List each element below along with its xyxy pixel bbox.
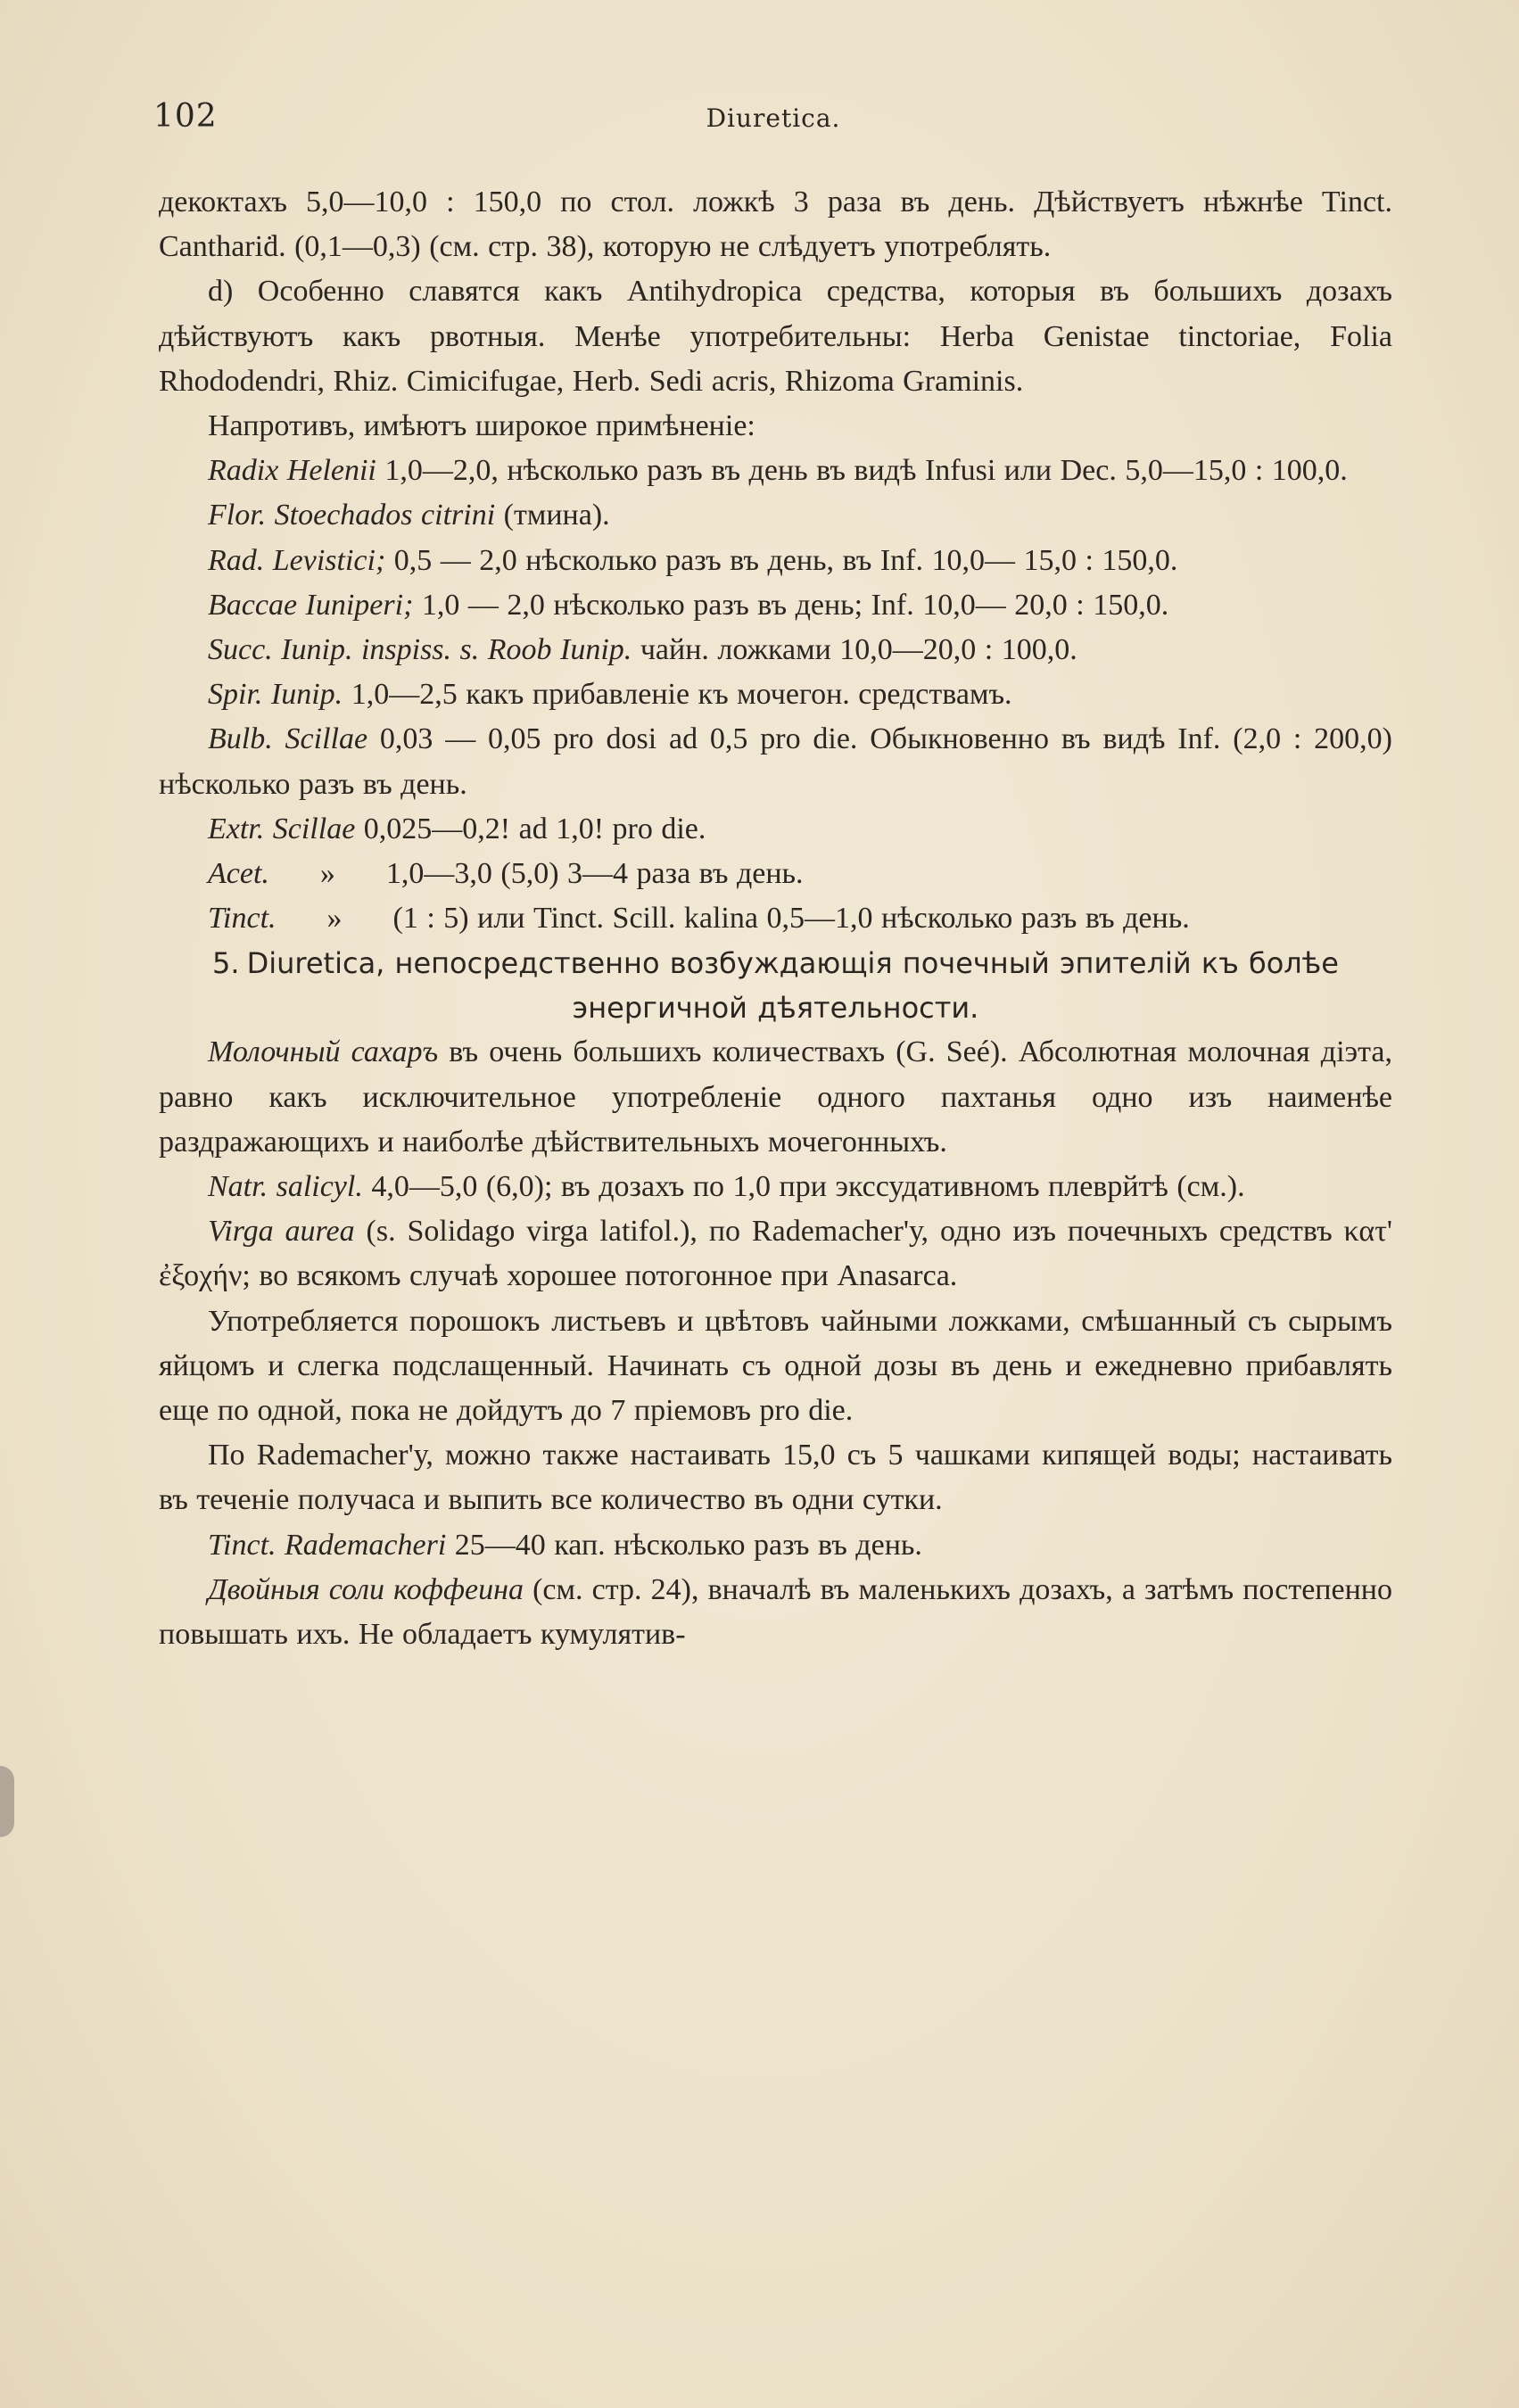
section-paragraph: [159, 1209, 1392, 1299]
drug-name: Succ. Iunip. inspiss. s. Roob Iunip.: [208, 633, 632, 667]
paragraph-text: (см. стр. 24), вначалѣ въ маленькихъ дозахъ, а затѣмъ постепенно повышать ихъ. Не обладаетъ кумулятив-: [159, 1572, 1392, 1652]
paragraph: d) Особенно славятся какъ Antihydropica средства, которыя въ большихъ дозахъ дѣйствуютъ какъ рвотныя. Менѣе употребительны: Herba Genistae tinctoriae, Folia Rhododendri, Rhiz. Cimicifugae, Herb. Sedi acris, Rhizoma Graminis.: [159, 275, 1392, 398]
drug-name: Bulb. Scillae: [208, 722, 368, 756]
drug-name: Flor. Stoechados citrini: [208, 499, 496, 532]
drug-entry: [159, 449, 1392, 493]
lead-term: Двойныя соли коффеина: [208, 1572, 524, 1606]
section-paragraph: [159, 1568, 1392, 1657]
drug-entry: [159, 717, 1392, 806]
section-title: Diuretica, непосредственно возбуждающія почечный эпителій къ болѣе энергичной дѣятельности.: [246, 946, 1339, 1026]
drug-entry: [159, 628, 1392, 672]
section-paragraph: [159, 1523, 1392, 1568]
drug-text: » (1 : 5) или Tinct. Scill. kalina 0,5—1,0 нѣсколько разъ въ день.: [276, 902, 1190, 936]
drug-name: Baccae Iuniperi;: [208, 588, 414, 622]
section-paragraph: [159, 1299, 1392, 1434]
lead-term: Virga aurea: [208, 1215, 355, 1249]
lead-term: Natr. salicyl.: [208, 1170, 363, 1204]
drug-name: Radix Helenii: [208, 454, 376, 488]
page-stain: [0, 1766, 14, 1837]
section-paragraph: [159, 1165, 1392, 1209]
drug-text: чайн. ложками 10,0—20,0 : 100,0.: [632, 633, 1077, 667]
paragraph-text: (s. Solidago virga latifol.), по Rademacher'у, одно изъ почечныхъ средствъ κατ' ἐξοχήν; во всякомъ случаѣ хорошее потогонное при Anasarca.: [159, 1215, 1392, 1293]
drug-entry: [159, 493, 1392, 538]
page-number: 102: [153, 98, 218, 135]
drug-entry: [159, 672, 1392, 717]
drug-entry: [159, 583, 1392, 628]
drug-name: Spir. Iunip.: [208, 678, 343, 712]
paragraph-text: въ очень большихъ количествахъ (G. Seé). Абсолютная молочная діэта, равно какъ исключительное употребленіе одного пахтанья одно изъ наименѣе раздражающихъ и наиболѣе дѣйствительныхъ мочегонныхъ.: [159, 1035, 1393, 1159]
lead-term: Молочный сахаръ: [208, 1035, 439, 1069]
drug-text: 0,03 — 0,05 pro dosi ad 0,5 pro die. Обыкновенно въ видѣ Inf. (2,0 : 200,0) нѣсколько разъ въ день.: [159, 722, 1392, 801]
section-paragraph: [159, 1433, 1392, 1522]
drug-text: (тмина).: [495, 499, 610, 532]
paragraph-text: 4,0—5,0 (6,0); въ дозахъ по 1,0 при экссудативномъ плеврйтѣ (см.).: [362, 1170, 1245, 1204]
section-paragraph: [159, 1030, 1392, 1165]
drug-text: » 1,0—3,0 (5,0) 3—4 раза въ день.: [268, 857, 804, 891]
paragraph: Напротивъ, имѣютъ широкое примѣненіе:: [208, 409, 755, 443]
paragraph-text: По Rademacher'у, можно также настаивать 15,0 съ 5 чашками кипящей воды; настаивать въ теченіе получаса и выпить все количество въ одни сутки.: [159, 1439, 1392, 1517]
paragraph-text: Употребляется порошокъ листьевъ и цвѣтовъ чайными ложками, смѣшанный съ сырымъ яйцомъ и слегка подслащенный. Начинать съ одной дозы въ день и ежедневно прибавлять еще по одной, пока не дойдутъ до 7 пріемовъ pro die.: [159, 1304, 1392, 1428]
page-body: [159, 180, 1392, 1657]
drug-text: 1,0—2,0, нѣсколько разъ въ день въ видѣ Infusi или Dec. 5,0—15,0 : 100,0.: [376, 454, 1348, 488]
drug-text: 0,025—0,2! ad 1,0! pro die.: [355, 812, 706, 845]
paragraph-text: 25—40 кап. нѣсколько разъ въ день.: [446, 1528, 922, 1562]
running-title: Diuretica.: [706, 103, 841, 133]
drug-entry: [159, 807, 1392, 852]
drug-entry: [159, 896, 1392, 941]
drug-name: Rad. Levistici;: [208, 543, 386, 577]
drug-name: Tinct.: [208, 902, 277, 936]
page-header: [153, 98, 1393, 152]
drug-text: 1,0—2,5 какъ прибавленіе къ мочегон. средствамъ.: [343, 678, 1012, 712]
drug-text: 1,0 — 2,0 нѣсколько разъ въ день; Inf. 10,0— 20,0 : 150,0.: [413, 588, 1169, 622]
drug-name: Acet.: [208, 857, 269, 891]
lead-term: Tinct. Rademacheri: [208, 1528, 447, 1562]
paragraph: декоктахъ 5,0—10,0 : 150,0 по стол. ложкѣ 3 раза въ день. Дѣйствуетъ нѣжнѣе Tinct. Canthariḋ. (0,1—0,3) (см. стр. 38), которую не слѣдуетъ употреблять.: [159, 186, 1392, 264]
drug-entry: [159, 539, 1392, 583]
drug-name: Extr. Scillae: [208, 812, 356, 845]
drug-entry: [159, 852, 1392, 896]
section-heading: [159, 941, 1392, 1030]
drug-text: 0,5 — 2,0 нѣсколько разъ въ день, въ Inf. 10,0— 15,0 : 150,0.: [385, 543, 1178, 577]
section-number: 5.: [212, 946, 240, 981]
